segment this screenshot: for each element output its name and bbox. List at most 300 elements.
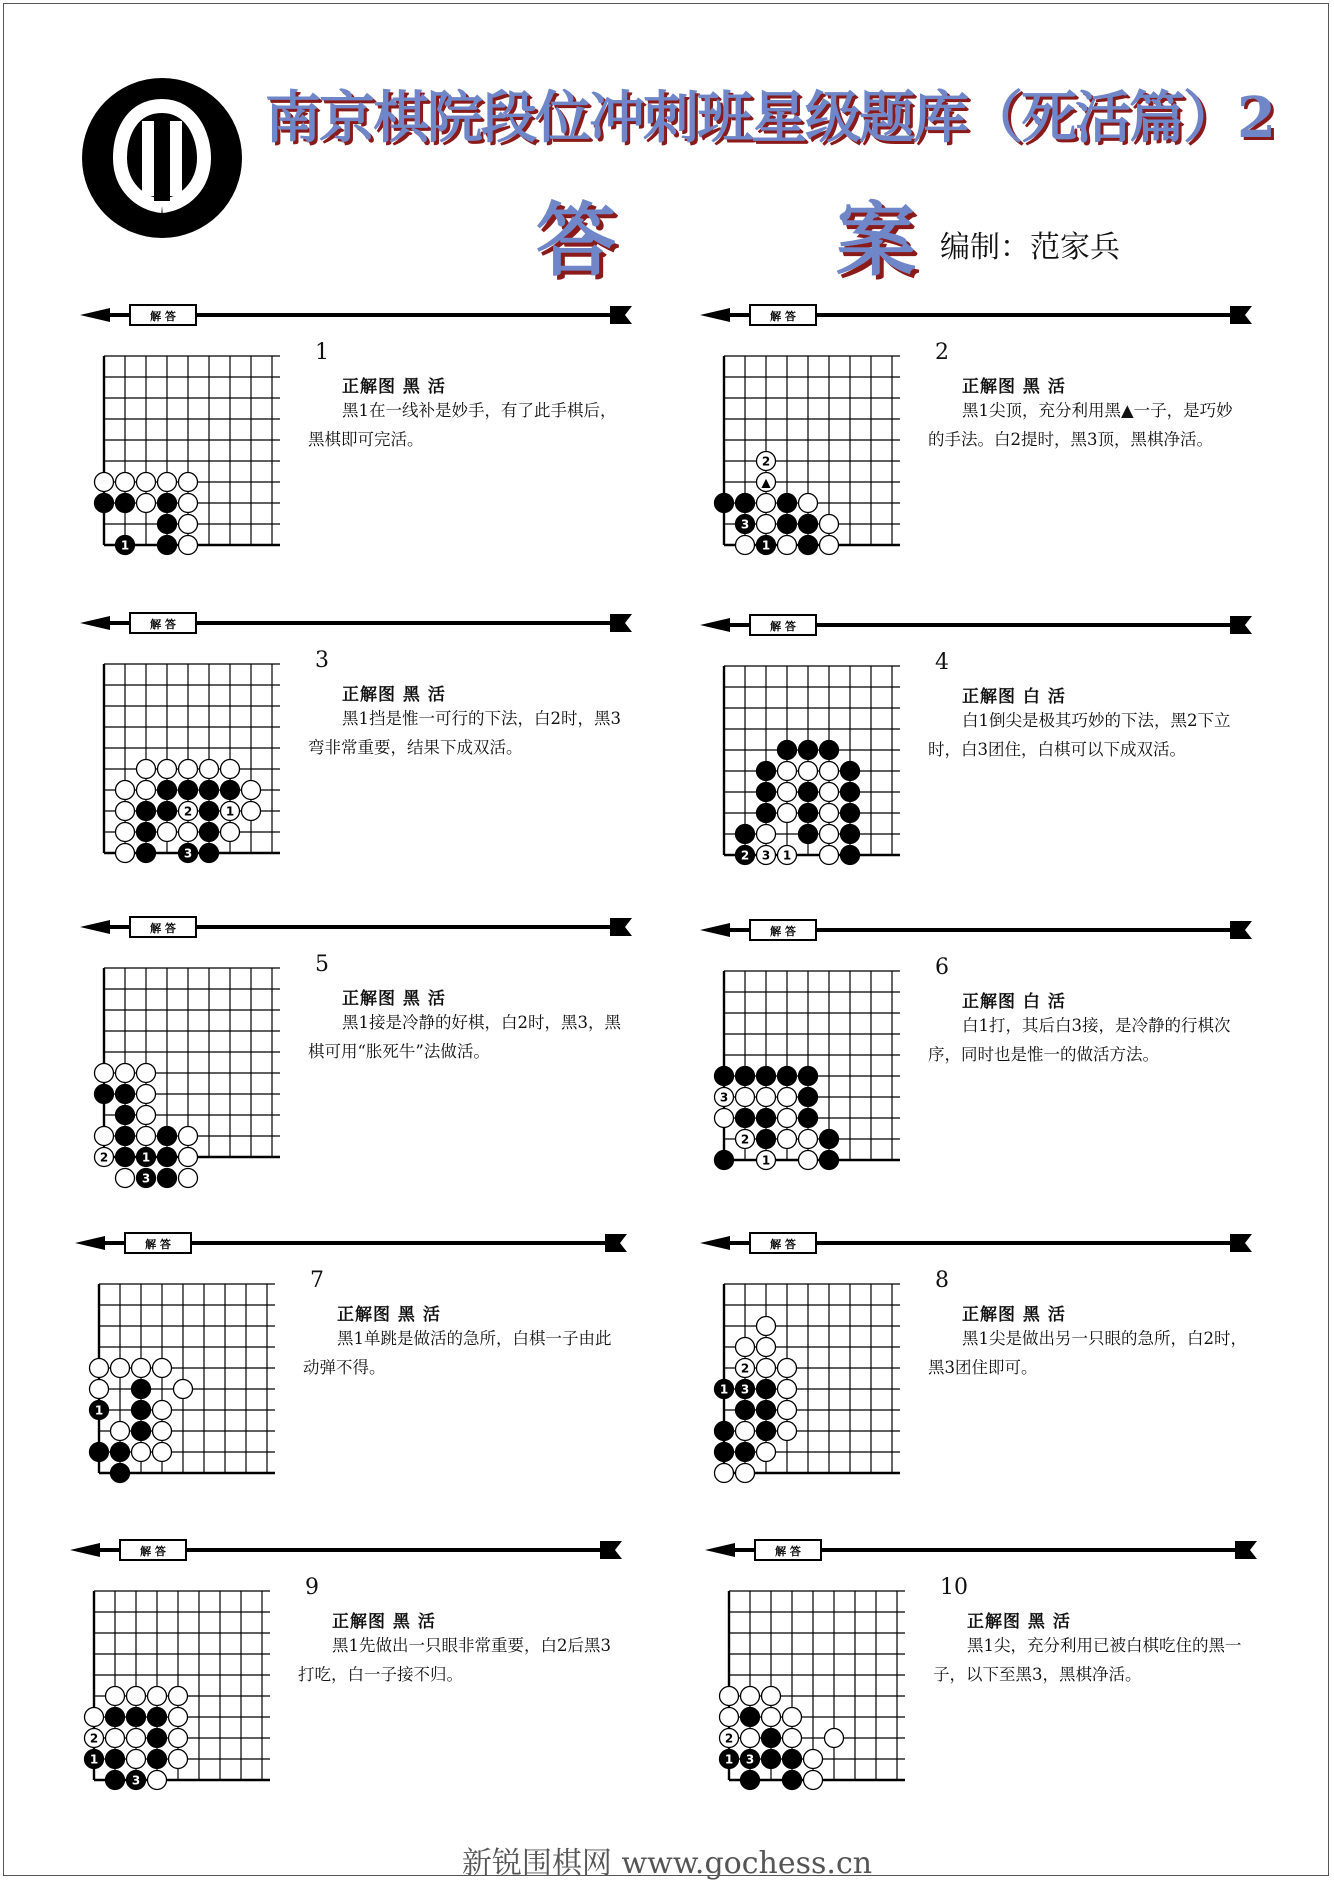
black-stone (799, 536, 818, 555)
svg-text:1: 1 (719, 1382, 729, 1397)
white-stone (179, 473, 198, 492)
white-stone (179, 515, 198, 534)
white-stone (221, 760, 240, 779)
white-stone (736, 1464, 755, 1483)
black-stone (111, 1464, 130, 1483)
black-stone (741, 1771, 760, 1790)
solution-heading: 正解图 黑 活 (332, 1612, 436, 1632)
white-stone (757, 1317, 776, 1336)
black-stone (179, 781, 198, 800)
white-stone (153, 1422, 172, 1441)
black-stone (841, 804, 860, 823)
white-stone (820, 536, 839, 555)
arrow-label: 解 答 (150, 310, 176, 323)
black-stone (783, 1771, 802, 1790)
problem-8 (700, 1228, 1300, 1528)
white-stone (111, 1422, 130, 1441)
white-stone (778, 1422, 797, 1441)
white-stone (799, 762, 818, 781)
arrow-label: 解 答 (770, 310, 796, 323)
black-stone (148, 1750, 167, 1769)
go-board (95, 1280, 279, 1485)
white-stone (720, 1708, 739, 1727)
svg-text:2: 2 (740, 1132, 750, 1147)
white-stone (757, 452, 776, 471)
white-stone (799, 1130, 818, 1149)
black-stone (200, 823, 219, 842)
black-stone (158, 1127, 177, 1146)
arrow-label: 解 答 (140, 1545, 166, 1558)
black-stone (200, 844, 219, 863)
solution-text: 黑1尖顶，充分利用黑▲一子，是巧妙的手法。白2提时，黑3顶，黑棋净活。 (928, 401, 1233, 449)
answer-arrow-icon (705, 1535, 1265, 1565)
logo-icon (80, 76, 245, 241)
white-stone (820, 783, 839, 802)
answer-arrow-icon (70, 1535, 630, 1565)
black-stone (132, 1422, 151, 1441)
problem-number: 5 (315, 952, 329, 977)
arrow-label: 解 答 (775, 1545, 801, 1558)
white-stone (804, 1771, 823, 1790)
white-stone (179, 1169, 198, 1188)
white-stone (778, 804, 797, 823)
black-stone (127, 1771, 146, 1790)
problem-number: 8 (935, 1268, 949, 1293)
white-stone (799, 1151, 818, 1170)
white-stone (148, 1771, 167, 1790)
solution-heading: 正解图 黑 活 (337, 1305, 441, 1325)
white-stone (757, 825, 776, 844)
black-stone (116, 1127, 135, 1146)
svg-text:2: 2 (99, 1150, 109, 1165)
white-stone (221, 823, 240, 842)
svg-text:3: 3 (745, 1752, 755, 1767)
black-stone (757, 536, 776, 555)
problem-5 (80, 912, 680, 1212)
svg-text:2: 2 (183, 804, 193, 819)
svg-text:1: 1 (761, 1153, 771, 1168)
black-stone (158, 494, 177, 513)
black-stone (95, 494, 114, 513)
white-stone (778, 1401, 797, 1420)
white-stone (741, 1687, 760, 1706)
black-stone (799, 825, 818, 844)
white-stone (778, 1130, 797, 1149)
svg-text:1: 1 (141, 1150, 151, 1165)
white-stone (762, 1687, 781, 1706)
black-stone (799, 804, 818, 823)
black-stone (736, 1067, 755, 1086)
black-stone (841, 846, 860, 865)
arrow-label: 解 答 (770, 1238, 796, 1251)
white-stone (158, 760, 177, 779)
white-stone (736, 1359, 755, 1378)
black-stone (757, 804, 776, 823)
solution-text: 白1打，其后白3接，是冷静的行棋次序，同时也是惟一的做活方法。 (928, 1016, 1231, 1064)
problem-10 (705, 1535, 1305, 1835)
white-stone (820, 825, 839, 844)
white-stone (153, 1443, 172, 1462)
white-stone (757, 494, 776, 513)
answer-arrow-icon (700, 1228, 1260, 1258)
white-stone (783, 1708, 802, 1727)
white-stone (757, 1088, 776, 1107)
white-stone (720, 1687, 739, 1706)
white-stone (179, 760, 198, 779)
problem-6 (700, 915, 1300, 1215)
black-stone (757, 1130, 776, 1149)
problem-number: 9 (305, 1575, 319, 1600)
black-stone (757, 1401, 776, 1420)
solution-heading: 正解图 白 活 (962, 992, 1066, 1012)
black-stone (757, 1422, 776, 1441)
white-stone (116, 473, 135, 492)
black-stone (132, 1401, 151, 1420)
black-stone (95, 1085, 114, 1104)
black-stone (148, 1708, 167, 1727)
svg-text:1: 1 (89, 1752, 99, 1767)
black-stone (106, 1771, 125, 1790)
black-stone (116, 536, 135, 555)
go-board (725, 1587, 909, 1792)
black-stone (158, 515, 177, 534)
white-stone (200, 760, 219, 779)
black-stone (158, 781, 177, 800)
white-stone (153, 1401, 172, 1420)
white-stone (95, 473, 114, 492)
black-stone (799, 783, 818, 802)
white-stone (720, 1729, 739, 1748)
svg-text:3: 3 (719, 1090, 729, 1105)
black-stone (762, 1750, 781, 1769)
solution-heading: 正解图 黑 活 (342, 377, 446, 397)
black-stone (799, 1067, 818, 1086)
black-stone (116, 1085, 135, 1104)
white-stone (715, 1464, 734, 1483)
solution-text: 黑1尖是做出另一只眼的急所，白2时，黑3团住即可。 (928, 1329, 1247, 1377)
black-stone (778, 1067, 797, 1086)
go-board (99, 964, 284, 1186)
black-stone (741, 1750, 760, 1769)
svg-text:3: 3 (131, 1773, 141, 1788)
black-stone (111, 1443, 130, 1462)
white-stone (137, 1106, 156, 1125)
answer-arrow-icon (700, 610, 1260, 640)
black-stone (841, 762, 860, 781)
white-stone (778, 1380, 797, 1399)
go-board (100, 660, 284, 865)
svg-text:2: 2 (724, 1731, 734, 1746)
solution-heading: 正解图 黑 活 (342, 989, 446, 1009)
white-stone (132, 1443, 151, 1462)
white-stone (757, 515, 776, 534)
solution-text: 黑1尖，充分利用已被白棋吃住的黑一子，以下至黑3，黑棋净活。 (933, 1636, 1242, 1684)
black-stone (799, 741, 818, 760)
white-stone (757, 473, 776, 492)
white-stone (90, 1380, 109, 1399)
white-stone (169, 1687, 188, 1706)
black-stone (736, 1401, 755, 1420)
svg-text:3: 3 (740, 1382, 750, 1397)
white-stone (736, 536, 755, 555)
white-stone (153, 1359, 172, 1378)
black-stone (158, 1148, 177, 1167)
svg-text:2: 2 (740, 1361, 750, 1376)
white-stone (137, 1085, 156, 1104)
black-stone (137, 1148, 156, 1167)
black-stone (841, 783, 860, 802)
solution-heading: 正解图 白 活 (962, 687, 1066, 707)
problem-number: 2 (935, 340, 949, 365)
white-stone (137, 494, 156, 513)
white-stone (116, 1064, 135, 1083)
white-stone (736, 1088, 755, 1107)
white-stone (778, 846, 797, 865)
black-stone (762, 1729, 781, 1748)
white-stone (95, 1064, 114, 1083)
black-stone (778, 515, 797, 534)
black-stone (116, 494, 135, 513)
svg-text:1: 1 (782, 848, 792, 863)
svg-text:1: 1 (94, 1403, 104, 1418)
page-subtitle: 答 案 (536, 193, 986, 287)
white-stone (820, 846, 839, 865)
black-stone (137, 802, 156, 821)
white-stone (757, 846, 776, 865)
black-stone (799, 515, 818, 534)
white-stone (762, 1708, 781, 1727)
black-stone (715, 1380, 734, 1399)
svg-text:3: 3 (761, 848, 771, 863)
arrow-label: 解 答 (150, 922, 176, 935)
black-stone (715, 1151, 734, 1170)
go-board (720, 352, 904, 557)
white-stone (820, 804, 839, 823)
white-stone (85, 1729, 104, 1748)
black-stone (715, 1443, 734, 1462)
black-stone (90, 1401, 109, 1420)
white-stone (778, 1359, 797, 1378)
footer-watermark: 新锐围棋网 www.gochess.cn (461, 1846, 873, 1881)
solution-text: 黑1单跳是做活的急所，白棋一子由此动弹不得。 (303, 1329, 612, 1377)
white-stone (741, 1729, 760, 1748)
black-stone (736, 494, 755, 513)
black-stone (799, 1109, 818, 1128)
black-stone (106, 1750, 125, 1769)
white-stone (127, 1687, 146, 1706)
answer-arrow-icon (80, 300, 640, 330)
white-stone (825, 1729, 844, 1748)
white-stone (757, 1359, 776, 1378)
black-stone (85, 1750, 104, 1769)
svg-text:▲: ▲ (761, 475, 771, 490)
black-stone (221, 781, 240, 800)
black-stone (736, 846, 755, 865)
white-stone (179, 1148, 198, 1167)
svg-text:1: 1 (225, 804, 235, 819)
problem-4 (700, 610, 1300, 910)
solution-heading: 正解图 黑 活 (962, 377, 1066, 397)
white-stone (778, 536, 797, 555)
black-stone (158, 802, 177, 821)
go-board (720, 1280, 904, 1485)
editor-credit: 编制：范家兵 (940, 230, 1120, 265)
go-board (720, 967, 904, 1172)
white-stone (179, 823, 198, 842)
white-stone (116, 844, 135, 863)
black-stone (757, 1380, 776, 1399)
black-stone (158, 1169, 177, 1188)
go-board (720, 662, 904, 867)
black-stone (757, 762, 776, 781)
white-stone (778, 1088, 797, 1107)
white-stone (757, 1443, 776, 1462)
black-stone (715, 494, 734, 513)
black-stone (116, 1148, 135, 1167)
answer-arrow-icon (80, 912, 640, 942)
problem-3 (80, 608, 680, 908)
svg-text:1: 1 (761, 538, 771, 553)
black-stone (757, 783, 776, 802)
black-stone (137, 823, 156, 842)
white-stone (137, 781, 156, 800)
black-stone (820, 741, 839, 760)
white-stone (116, 1169, 135, 1188)
white-stone (799, 494, 818, 513)
white-stone (95, 1127, 114, 1146)
black-stone (778, 741, 797, 760)
solution-text: 黑1接是冷静的好棋，白2时，黑3，黑棋可用“胀死牛”法做活。 (308, 1013, 621, 1061)
solution-text: 黑1在一线补是妙手，有了此手棋后，黑棋即可完活。 (308, 401, 617, 449)
black-stone (736, 1109, 755, 1128)
black-stone (200, 781, 219, 800)
answer-arrow-icon (80, 608, 640, 638)
white-stone (778, 1109, 797, 1128)
white-stone (116, 823, 135, 842)
problem-1 (80, 300, 680, 600)
white-stone (90, 1359, 109, 1378)
black-stone (179, 844, 198, 863)
white-stone (148, 1687, 167, 1706)
white-stone (242, 781, 261, 800)
white-stone (757, 1151, 776, 1170)
black-stone (841, 825, 860, 844)
arrow-label: 解 答 (150, 618, 176, 631)
white-stone (757, 1338, 776, 1357)
white-stone (95, 1148, 114, 1167)
white-stone (116, 781, 135, 800)
white-stone (736, 1338, 755, 1357)
black-stone (158, 536, 177, 555)
white-stone (106, 1729, 125, 1748)
white-stone (783, 1729, 802, 1748)
white-stone (736, 1422, 755, 1441)
problem-2 (700, 300, 1300, 600)
white-stone (736, 1130, 755, 1149)
black-stone (127, 1708, 146, 1727)
white-stone (242, 802, 261, 821)
white-stone (111, 1359, 130, 1378)
black-stone (148, 1729, 167, 1748)
solution-text: 黑1挡是惟一可行的下法，白2时，黑3弯非常重要，结果下成双活。 (308, 709, 621, 757)
problem-9 (70, 1535, 670, 1835)
white-stone (804, 1750, 823, 1769)
answer-arrow-icon (700, 915, 1260, 945)
answer-arrow-icon (700, 300, 1260, 330)
white-stone (174, 1380, 193, 1399)
black-stone (799, 1088, 818, 1107)
arrow-label: 解 答 (770, 620, 796, 633)
white-stone (127, 1729, 146, 1748)
black-stone (106, 1708, 125, 1727)
white-stone (116, 802, 135, 821)
white-stone (132, 1359, 151, 1378)
black-stone (116, 1106, 135, 1125)
svg-text:3: 3 (183, 846, 193, 861)
black-stone (132, 1380, 151, 1399)
svg-text:2: 2 (740, 848, 750, 863)
black-stone (137, 844, 156, 863)
svg-text:3: 3 (740, 517, 750, 532)
white-stone (221, 802, 240, 821)
problem-number: 10 (940, 1575, 968, 1600)
svg-text:1: 1 (724, 1752, 734, 1767)
white-stone (778, 762, 797, 781)
black-stone (715, 1067, 734, 1086)
white-stone (179, 802, 198, 821)
black-stone (778, 494, 797, 513)
white-stone (715, 1088, 734, 1107)
white-stone (137, 1064, 156, 1083)
page-title: 南京棋院段位冲刺班星级题库（死活篇）2 (265, 85, 1274, 151)
problem-number: 6 (935, 955, 949, 980)
svg-text:1: 1 (120, 538, 130, 553)
black-stone (720, 1750, 739, 1769)
solution-heading: 正解图 黑 活 (967, 1612, 1071, 1632)
black-stone (736, 825, 755, 844)
black-stone (715, 1422, 734, 1441)
arrow-label: 解 答 (770, 925, 796, 938)
problem-number: 7 (310, 1268, 324, 1293)
white-stone (820, 762, 839, 781)
svg-text:3: 3 (141, 1171, 151, 1186)
solution-text: 白1倒尖是极其巧妙的下法，黑2下立时，白3团住，白棋可以下成双活。 (928, 711, 1231, 759)
white-stone (85, 1708, 104, 1727)
white-stone (169, 1708, 188, 1727)
black-stone (137, 1169, 156, 1188)
arrow-label: 解 答 (145, 1238, 171, 1251)
black-stone (783, 1750, 802, 1769)
white-stone (179, 494, 198, 513)
go-board (90, 1587, 274, 1792)
white-stone (158, 473, 177, 492)
white-stone (179, 536, 198, 555)
problem-7 (75, 1228, 675, 1528)
black-stone (820, 1130, 839, 1149)
solution-text: 黑1先做出一只眼非常重要，白2后黑3打吃，白一子接不归。 (298, 1636, 611, 1684)
white-stone (137, 473, 156, 492)
go-board (100, 352, 284, 557)
white-stone (137, 1127, 156, 1146)
problem-number: 4 (935, 650, 949, 675)
white-stone (778, 783, 797, 802)
solution-heading: 正解图 黑 活 (342, 685, 446, 705)
white-stone (169, 1750, 188, 1769)
answer-arrow-icon (75, 1228, 635, 1258)
problem-number: 1 (315, 340, 329, 365)
black-stone (200, 802, 219, 821)
svg-text:2: 2 (761, 454, 771, 469)
